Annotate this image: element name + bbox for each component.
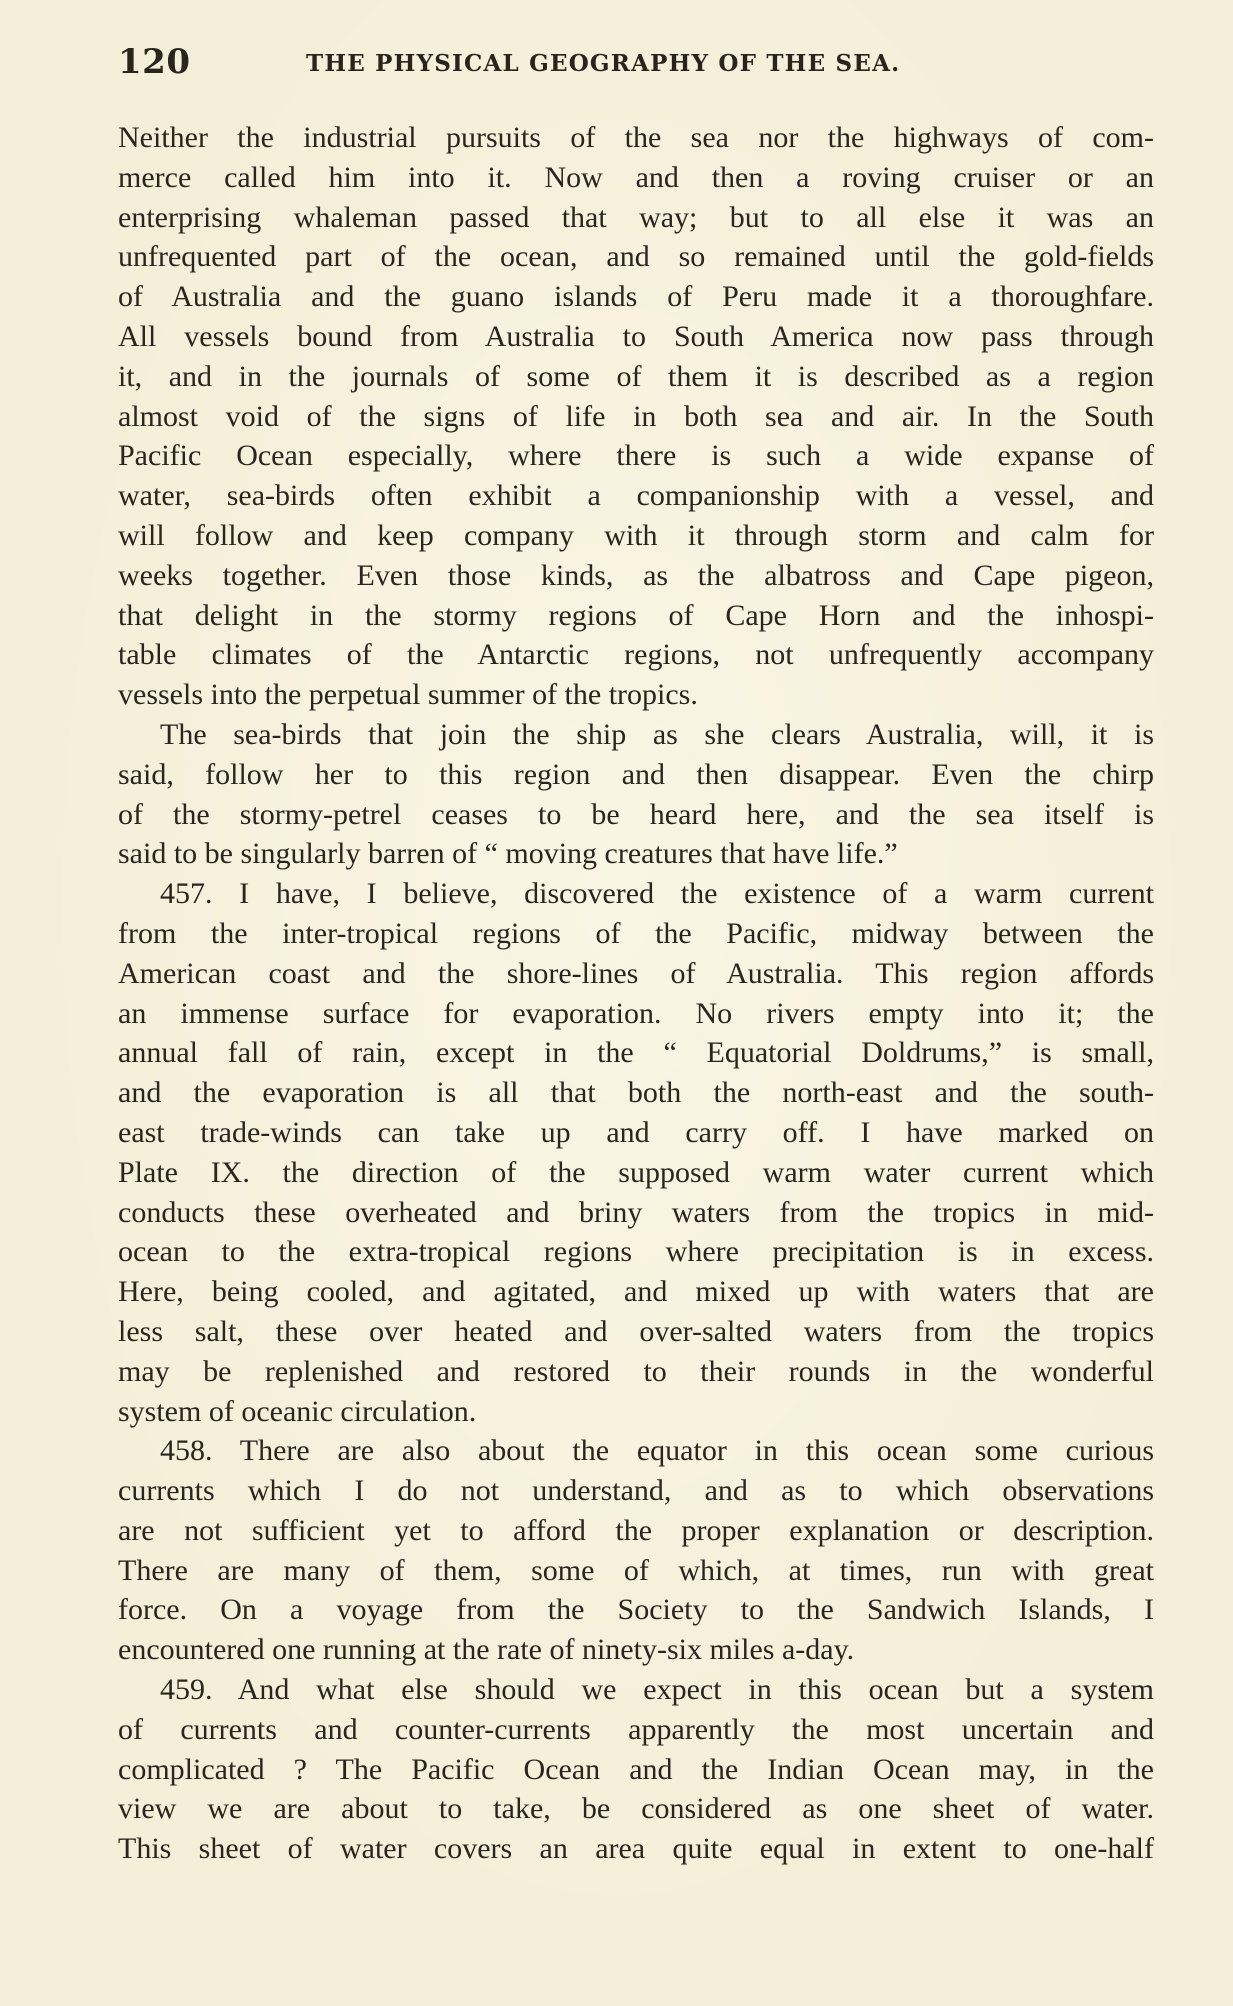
text-line: force. On a voyage from the Society to the Sandwich Islands, I — [118, 1593, 1154, 1627]
text-line: ocean to the extra-tropical regions where precipitation is in excess. — [118, 1235, 1154, 1269]
text-line: 459. And what else should we expect in this ocean but a system — [160, 1673, 1154, 1707]
text-line: complicated ? The Pacific Ocean and the Indian Ocean may, in the — [118, 1752, 1154, 1786]
text-line: that delight in the stormy regions of Cape Horn and the inhospi- — [118, 598, 1154, 632]
text-line: currents which I do not understand, and as to which observations — [118, 1474, 1154, 1508]
text-line: unfrequented part of the ocean, and so remained until the gold-fields — [118, 240, 1154, 274]
text-line: are not sufficient yet to afford the proper explanation or description. — [118, 1513, 1154, 1547]
text-line: Pacific Ocean especially, where there is such a wide expanse of — [118, 439, 1154, 473]
paragraph-continued — [118, 118, 1154, 715]
running-title: THE PHYSICAL GEOGRAPHY OF THE SEA. — [306, 50, 901, 77]
text-line: American coast and the shore-lines of Australia. This region affords — [118, 956, 1154, 990]
text-line: Plate IX. the direction of the supposed warm water current which — [118, 1155, 1154, 1189]
text-line: said to be singularly barren of “ moving creatures that have life.” — [118, 837, 898, 871]
text-line: annual fall of rain, except in the “ Equatorial Doldrums,” is small, — [118, 1036, 1154, 1070]
paragraph-458 — [118, 1431, 1154, 1670]
paragraph-sea-birds — [118, 715, 1154, 874]
text-line: weeks together. Even those kinds, as the albatross and Cape pigeon, — [118, 558, 1154, 592]
text-line: Neither the industrial pursuits of the sea nor the highways of com- — [118, 121, 1154, 154]
body-text — [118, 118, 1154, 1869]
text-line: of the stormy-petrel ceases to be heard here, and the sea itself is — [118, 797, 1154, 831]
text-line: Here, being cooled, and agitated, and mixed up with waters that are — [118, 1275, 1154, 1309]
text-line: an immense surface for evaporation. No rivers empty into it; the — [118, 996, 1154, 1030]
text-line: The sea-birds that join the ship as she clears Australia, will, it is — [160, 717, 1154, 751]
text-line: table climates of the Antarctic regions, not unfrequently accompany — [118, 638, 1154, 672]
text-line: from the inter-tropical regions of the Pacific, midway between the — [118, 916, 1154, 950]
text-line: of currents and counter-currents apparently the most uncertain and — [118, 1712, 1154, 1746]
text-line: may be replenished and restored to their rounds in the wonderful — [118, 1354, 1154, 1388]
text-line: water, sea-birds often exhibit a companionship with a vessel, and — [118, 479, 1154, 513]
text-line: said, follow her to this region and then disappear. Even the chirp — [118, 757, 1154, 791]
page-header — [118, 42, 1118, 92]
text-line: 458. There are also about the equator in this ocean some curious — [160, 1434, 1154, 1468]
text-line: will follow and keep company with it through storm and calm for — [118, 518, 1154, 552]
text-line: merce called him into it. Now and then a roving cruiser or an — [118, 160, 1154, 194]
text-line: and the evaporation is all that both the north-east and the south- — [118, 1076, 1154, 1110]
text-line: it, and in the journals of some of them it is described as a region — [118, 359, 1154, 393]
text-line: view we are about to take, be considered as one sheet of water. — [118, 1792, 1154, 1826]
text-line: less salt, these over heated and over-salted waters from the tropics — [118, 1314, 1154, 1348]
text-line: almost void of the signs of life in both sea and air. In the South — [118, 399, 1154, 433]
text-line: enterprising whaleman passed that way; but to all else it was an — [118, 200, 1154, 234]
text-line: There are many of them, some of which, at times, run with great — [118, 1553, 1154, 1587]
text-line: east trade-winds can take up and carry off. I have marked on — [118, 1115, 1154, 1149]
text-line: of Australia and the guano islands of Peru made it a thoroughfare. — [118, 280, 1154, 314]
text-line: All vessels bound from Australia to South America now pass through — [118, 319, 1154, 353]
paragraph-457 — [118, 874, 1154, 1431]
text-line: vessels into the perpetual summer of the tropics. — [118, 678, 698, 712]
text-line: system of oceanic circulation. — [118, 1394, 477, 1428]
page-number: 120 — [118, 42, 191, 82]
paragraph-459 — [118, 1670, 1154, 1869]
text-line: This sheet of water covers an area quite equal in extent to one-half — [118, 1832, 1154, 1866]
text-line: encountered one running at the rate of ninety-six miles a-day. — [118, 1633, 855, 1667]
text-line: conducts these overheated and briny waters from the tropics in mid- — [118, 1195, 1154, 1229]
text-line: 457. I have, I believe, discovered the existence of a warm current — [160, 877, 1154, 911]
